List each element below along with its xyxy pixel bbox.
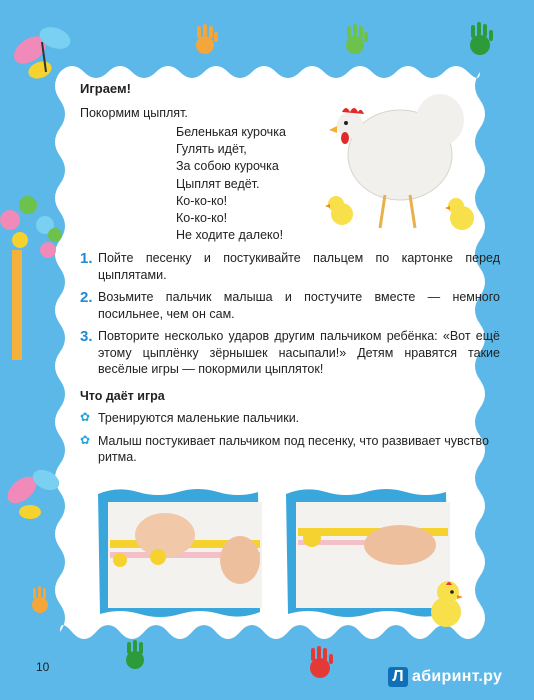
poem-line: Беленькая курочка [176, 125, 286, 139]
poem-line: Цыплят ведёт. [176, 176, 260, 191]
step-item [80, 250, 500, 283]
intro-text: Покормим цыплят. [80, 106, 188, 121]
logo-badge: Л [388, 667, 408, 687]
logo-text: абиринт.ру [412, 668, 503, 685]
step-number: 1. [80, 250, 93, 267]
flower-bullet-icon: ✿ [80, 410, 91, 424]
step-text: Возьмите пальчик малыша и постучите вместе — немного посильнее, чем он сам. [98, 290, 500, 321]
poem-line: Не ходите далеко! [176, 228, 284, 243]
step-number: 3. [80, 328, 93, 345]
labirint-logo [388, 667, 502, 687]
step-item [80, 328, 500, 378]
benefit-text: Тренируются маленькие пальчики. [98, 411, 300, 425]
poem-line: Ко-ко-ко! [176, 193, 228, 208]
step-item [80, 289, 500, 322]
benefit-item [80, 410, 500, 427]
poem-line: За собою курочка [176, 159, 279, 174]
step-text: Пойте песенку и постукивайте пальцем по картонке перед цыплятами. [98, 251, 500, 282]
benefit-item [80, 433, 500, 466]
section-heading-play: Играем! [80, 81, 131, 96]
photo-right [286, 489, 450, 617]
main-content [80, 80, 500, 464]
handprint-bottom-orange-icon [32, 586, 48, 613]
section-heading-benefits: Что даёт игра [80, 389, 165, 403]
steps-list [80, 250, 500, 384]
benefit-text: Малыш постукивает пальчиком под песенку, что развивает чувство ритма. [98, 433, 489, 464]
flower-bullet-icon: ✿ [80, 432, 91, 447]
page-number: 10 [36, 660, 50, 674]
handprint-bottom-green-icon [126, 640, 144, 669]
photo-left [98, 489, 262, 617]
step-text: Повторите несколько ударов другим пальчиком ребёнка: «Вот ещё этому цыплёнку зёрнышек насыпали!» Детям нравятся такие весёлые игры — покормили цыпляток! [98, 329, 500, 376]
poem-line: Гулять идёт, [176, 142, 247, 157]
poem [176, 124, 286, 244]
step-number: 2. [80, 289, 93, 306]
benefits-list [80, 410, 500, 472]
poem-line: Ко-ко-ко! [176, 211, 228, 226]
